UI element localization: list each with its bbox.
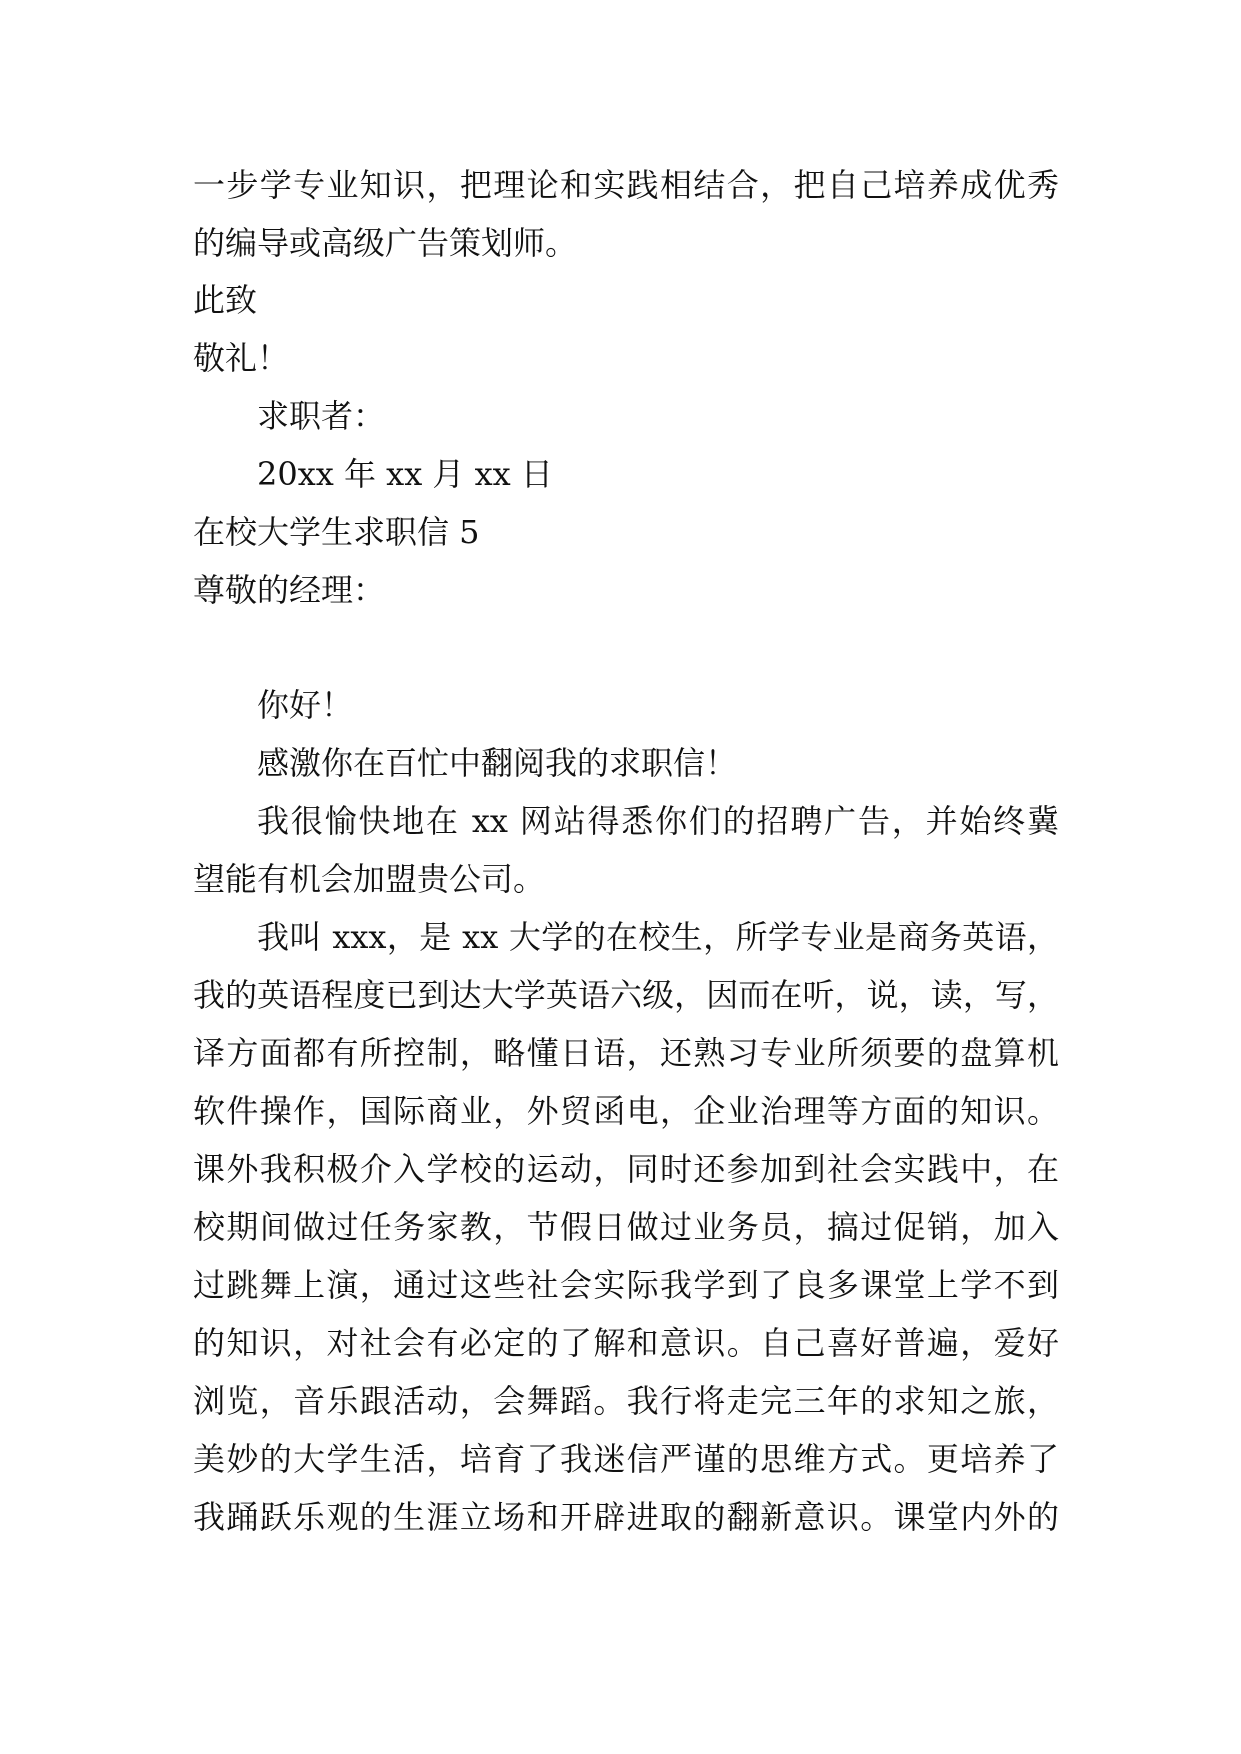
greeting-line: 尊敬的经理： — [193, 571, 386, 609]
text-line: 你好！ — [257, 686, 354, 724]
text-line: 我踊跃乐观的生涯立场和开辟进取的翻新意识。课堂内外的 — [193, 1498, 1059, 1536]
signature-label: 求职者： — [257, 397, 386, 435]
text-line: 译方面都有所控制，略懂日语，还熟习专业所须要的盘算机 — [193, 1034, 1059, 1072]
text-line: 感激你在百忙中翻阅我的求职信！ — [257, 744, 738, 782]
text-line: 美妙的大学生活，培育了我迷信严谨的思维方式。更培养了 — [193, 1440, 1059, 1478]
text-line: 课外我积极介入学校的运动，同时还参加到社会实践中，在 — [193, 1150, 1059, 1188]
text-line: 我的英语程度已到达大学英语六级，因而在听，说，读，写， — [193, 976, 1059, 1014]
date-line: 20xx 年 xx 月 xx 日 — [257, 455, 553, 493]
closing-regards: 敬礼！ — [193, 339, 290, 377]
closing-salutation: 此致 — [193, 281, 258, 319]
text-line: 我很愉快地在 xx 网站得悉你们的招聘广告，并始终冀 — [257, 802, 1059, 840]
section-title: 在校大学生求职信 5 — [193, 513, 480, 551]
text-line: 校期间做过任务家教，节假日做过业务员，搞过促销，加入 — [193, 1208, 1059, 1246]
text-line: 望能有机会加盟贵公司。 — [193, 860, 546, 898]
text-line: 软件操作，国际商业，外贸函电，企业治理等方面的知识。 — [193, 1092, 1059, 1130]
text-line: 我叫 xxx，是 xx 大学的在校生，所学专业是商务英语， — [257, 918, 1059, 956]
text-line: 浏览，音乐跟活动，会舞蹈。我行将走完三年的求知之旅， — [193, 1382, 1059, 1420]
text-line: 一步学专业知识，把理论和实践相结合，把自己培养成优秀 — [193, 166, 1059, 204]
text-line: 的知识，对社会有必定的了解和意识。自己喜好普遍，爱好 — [193, 1324, 1059, 1362]
text-line: 过跳舞上演，通过这些社会实际我学到了良多课堂上学不到 — [193, 1266, 1059, 1304]
text-line: 的编导或高级广告策划师。 — [193, 224, 578, 262]
